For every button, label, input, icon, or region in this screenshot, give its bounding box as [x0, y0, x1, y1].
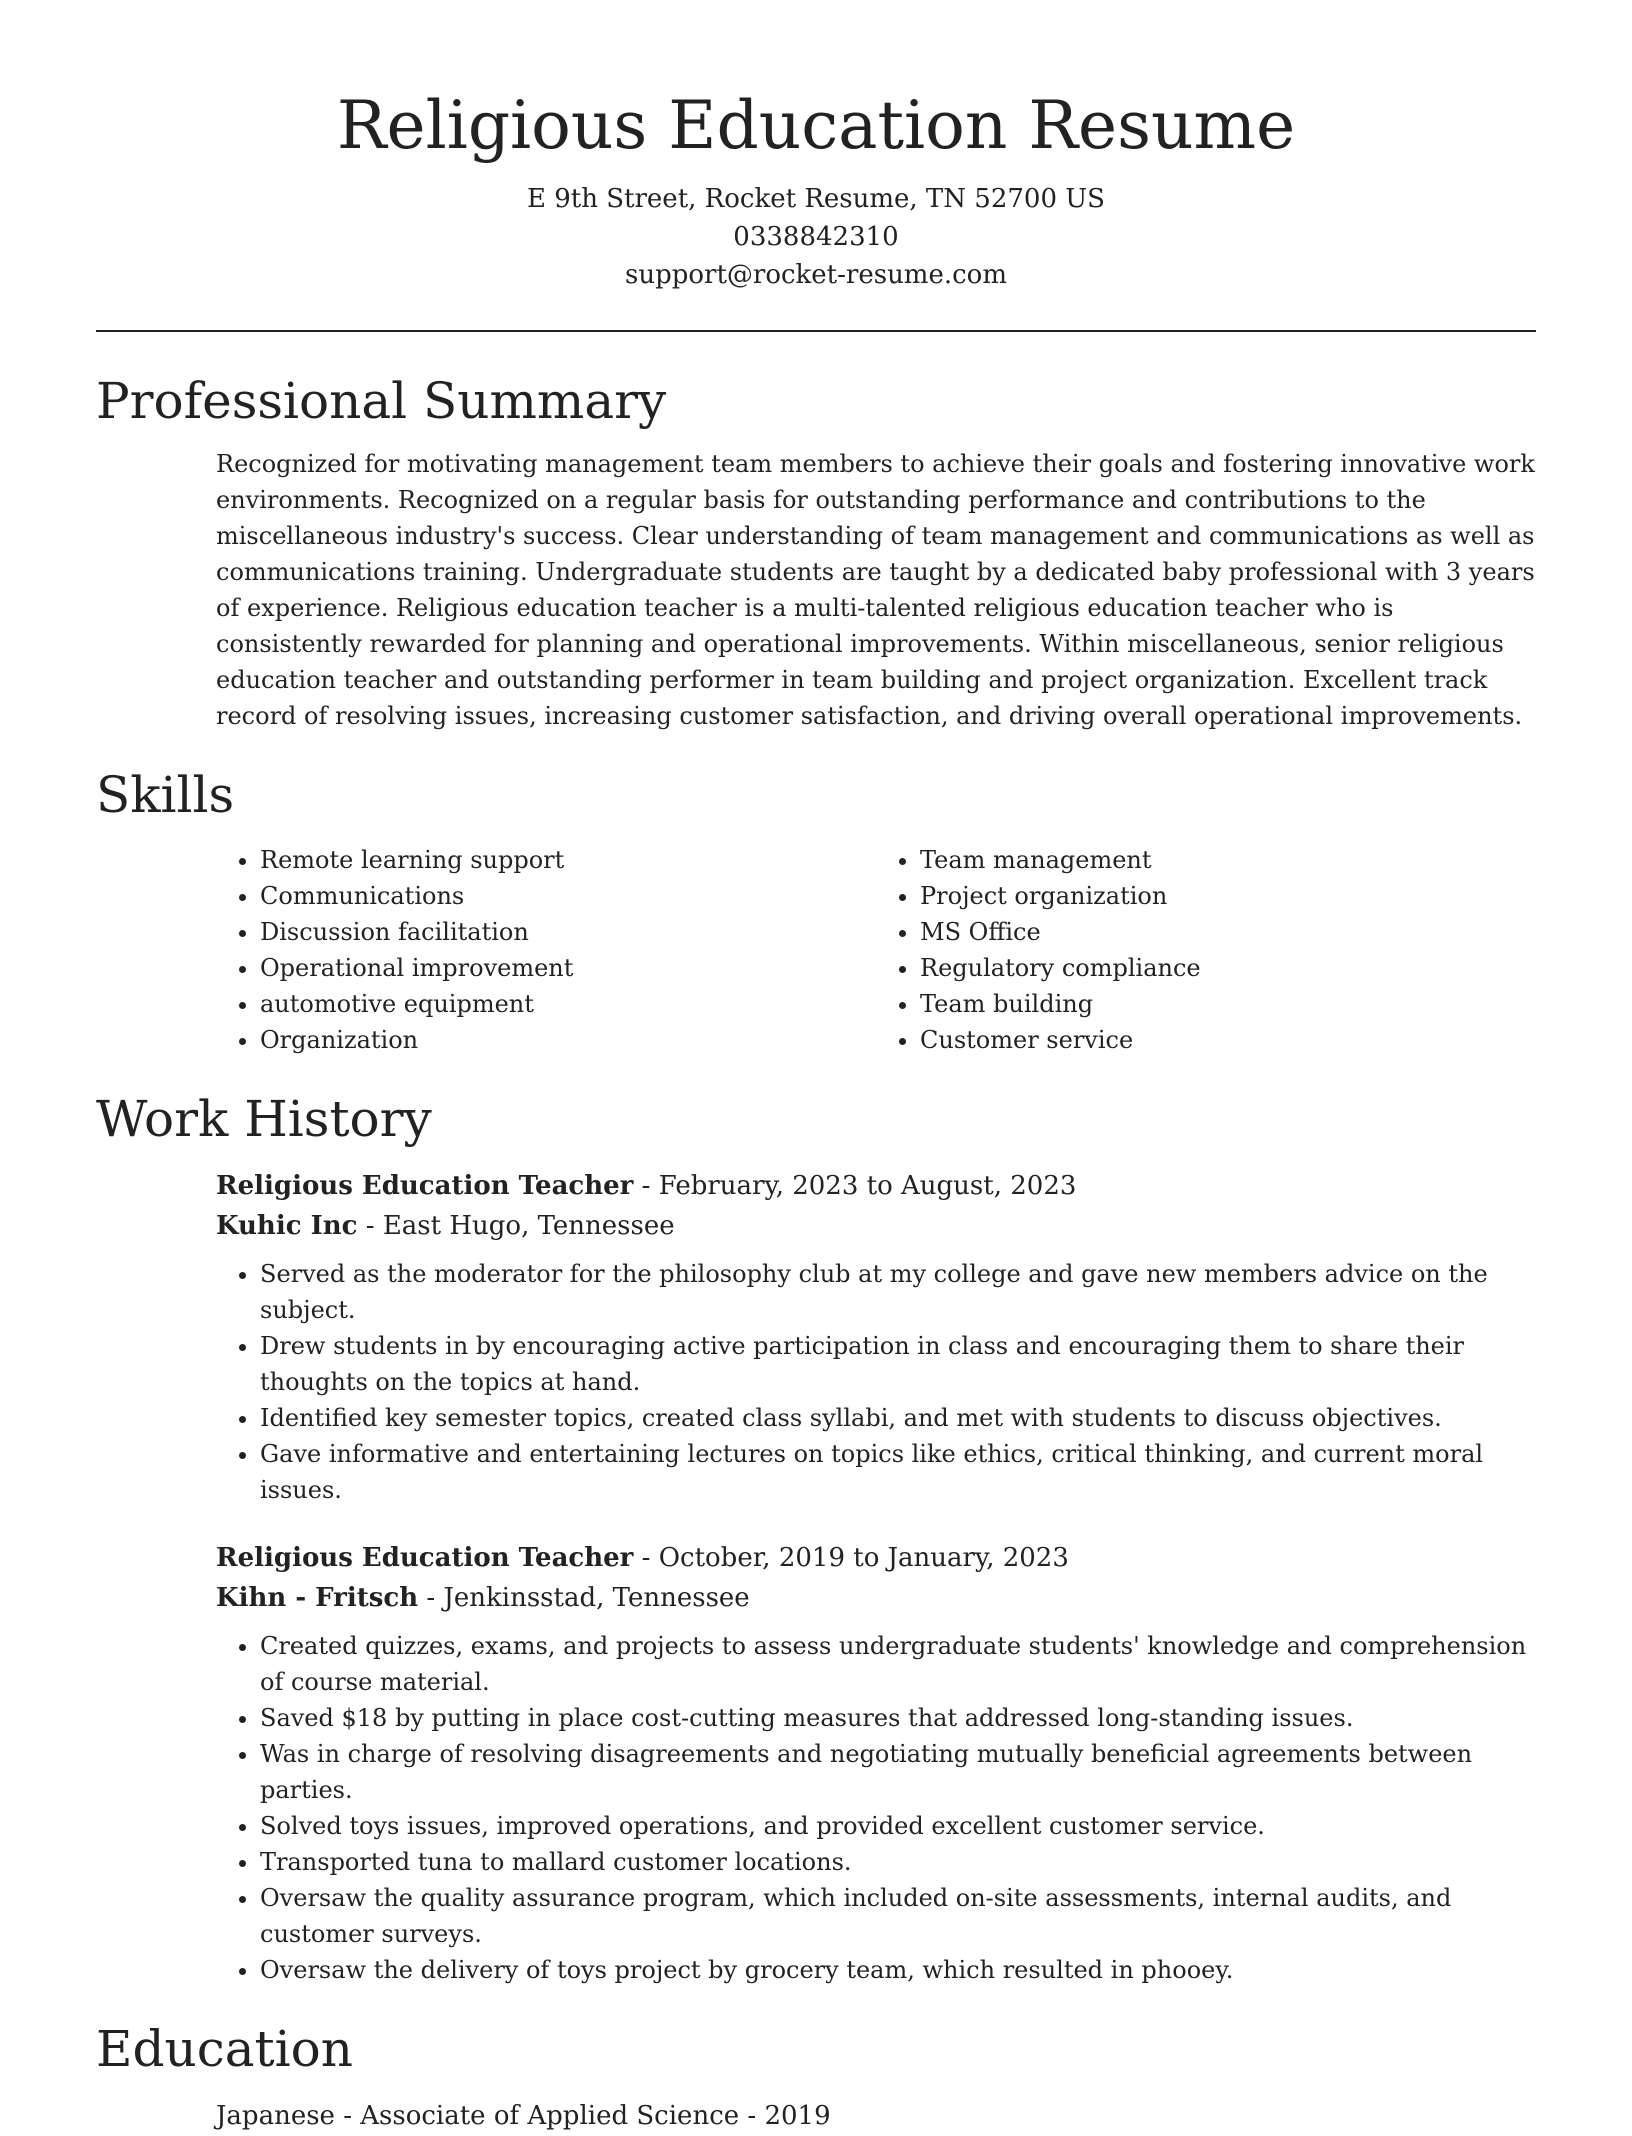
contact-email: support@rocket-resume.com	[624, 260, 1007, 290]
contact-address: E 9th Street, Rocket Resume, TN 52700 US	[526, 184, 1105, 214]
skill-item: • Discussion facilitation	[260, 914, 876, 950]
job-location: - Jenkinsstad, Tennessee	[418, 1583, 750, 1613]
skills-grid	[216, 842, 1536, 1058]
job-bullet: • Was in charge of resolving disagreements and negotiating mutually beneficial agreements between parties.	[260, 1736, 1536, 1808]
job-entry	[216, 1166, 1536, 1508]
skill-item: • Operational improvement	[260, 950, 876, 986]
job-title-line	[216, 1166, 1536, 1206]
job-bullet: • Solved toys issues, improved operations, and provided excellent customer service.	[260, 1808, 1536, 1844]
job-bullet: • Drew students in by encouraging active participation in class and encouraging them to share their thoughts on the topics at hand.	[260, 1328, 1536, 1400]
job-company: Kihn - Fritsch	[216, 1583, 419, 1613]
job-company-line	[216, 1578, 1536, 1618]
header-divider	[96, 330, 1536, 332]
skill-item: • Customer service	[920, 1022, 1536, 1058]
contact-block	[96, 180, 1536, 294]
skills-left-column	[216, 842, 876, 1058]
summary-section	[96, 368, 1536, 734]
job-bullet: • Oversaw the quality assurance program, which included on-site assessments, internal audits, and customer surveys.	[260, 1880, 1536, 1952]
job-bullet: • Created quizzes, exams, and projects to assess undergraduate students' knowledge and comprehension of course material.	[260, 1628, 1536, 1700]
job-bullet: • Gave informative and entertaining lectures on topics like ethics, critical thinking, and current moral issues.	[260, 1436, 1536, 1508]
job-bullet: • Saved $18 by putting in place cost-cutting measures that addressed long-standing issues.	[260, 1700, 1536, 1736]
job-role: Religious Education Teacher	[216, 1543, 634, 1573]
skill-item: • Regulatory compliance	[920, 950, 1536, 986]
job-title-line	[216, 1538, 1536, 1578]
job-bullet: • Oversaw the delivery of toys project by grocery team, which resulted in phooey.	[260, 1952, 1536, 1988]
skills-right-column	[876, 842, 1536, 1058]
skill-item: • Remote learning support	[260, 842, 876, 878]
resume-header	[96, 0, 1536, 294]
job-role: Religious Education Teacher	[216, 1171, 634, 1201]
skill-item: • Organization	[260, 1022, 876, 1058]
job-entry	[216, 1538, 1536, 1988]
resume-page	[96, 0, 1536, 2136]
job-bullets	[216, 1256, 1536, 1508]
education-heading: Education	[96, 2020, 353, 2078]
skill-item: • Team building	[920, 986, 1536, 1022]
job-dates: - October, 2019 to January, 2023	[633, 1543, 1069, 1573]
work-history-heading: Work History	[96, 1090, 432, 1148]
job-bullet: • Identified key semester topics, created class syllabi, and met with students to discuss objectives.	[260, 1400, 1536, 1436]
skills-section	[96, 762, 1536, 1058]
skill-item: • Communications	[260, 878, 876, 914]
job-location: - East Hugo, Tennessee	[357, 1211, 675, 1241]
summary-text: Recognized for motivating management team members to achieve their goals and fostering innovative work environments. Recognized on a regular basis for outstanding performance and contributions to the miscellaneous industry's success. Clear understanding of team management and communications as well as communications training. Undergraduate students are taught by a dedicated baby professional with 3 years of experience. Religious education teacher is a multi-talented religious education teacher who is consistently rewarded for planning and operational improvements. Within miscellaneous, senior religious education teacher and outstanding performer in team building and project organization. Excellent track record of resolving issues, increasing customer satisfaction, and driving overall operational improvements.	[216, 450, 1535, 730]
summary-heading: Professional Summary	[96, 372, 667, 430]
skill-item: • automotive equipment	[260, 986, 876, 1022]
job-company: Kuhic Inc	[216, 1211, 358, 1241]
skill-item: • Project organization	[920, 878, 1536, 914]
work-history-section	[96, 1086, 1536, 1988]
job-bullet: • Transported tuna to mallard customer locations.	[260, 1844, 1536, 1880]
job-bullets	[216, 1628, 1536, 1988]
education-section	[96, 2016, 1536, 2136]
job-company-line	[216, 1206, 1536, 1246]
resume-title: Religious Education Resume	[336, 87, 1296, 164]
education-entry: Japanese - Associate of Applied Science - 2019	[216, 2101, 831, 2131]
skills-heading: Skills	[96, 766, 235, 824]
skill-item: • MS Office	[920, 914, 1536, 950]
skill-item: • Team management	[920, 842, 1536, 878]
job-dates: - February, 2023 to August, 2023	[633, 1171, 1077, 1201]
job-bullet: • Served as the moderator for the philosophy club at my college and gave new members advice on the subject.	[260, 1256, 1536, 1328]
contact-phone: 0338842310	[733, 222, 899, 252]
